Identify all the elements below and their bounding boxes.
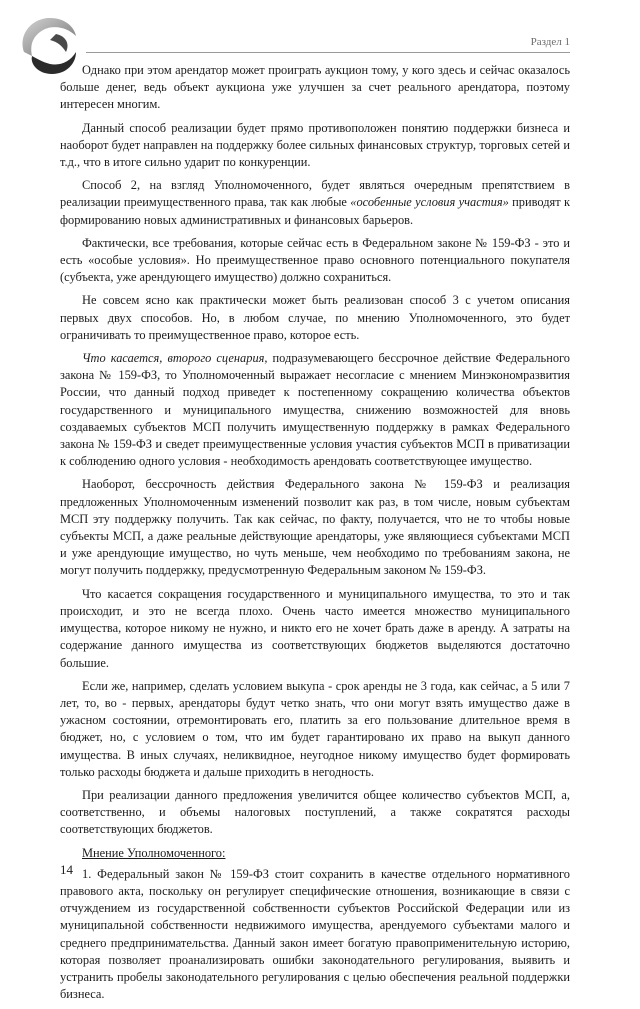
section-label: Раздел 1 xyxy=(530,36,570,48)
paragraph: Не совсем ясно как практически может быть реализован способ 3 с учетом описания первых двух способов. Но, в любом случае, по мнению Уполномоченного, это будет ограничивать то преимущественное право, которое есть. xyxy=(60,293,570,342)
paragraph: Фактически, все требования, которые сейчас есть в Федеральном законе № 159-ФЗ - это и есть «особые условия». Но преимущественное право основного потенциального покупателя (субъекта, уже арендующего имущество) должно сохраниться. xyxy=(60,235,570,285)
paragraph-text: приводят к формированию новых административных и финансовых барьеров. xyxy=(60,195,571,227)
opinion-heading xyxy=(60,845,570,862)
paragraph xyxy=(60,177,570,229)
opinion-heading-text: Мнение Уполномоченного: xyxy=(82,845,226,860)
page-body xyxy=(60,62,570,1009)
paragraph: Что касается сокращения государственного и муниципального имущества, то это и так происходит, и это не всегда плохо. Очень часто имеется множество муниципального имущества, которое никому не нужно, и никто его не хочет брать даже в аренду. А затраты на содержание данного имущества из соответствующих бюджетов выделяются достаточно большие. xyxy=(60,586,570,670)
italic-phrase: «особенные условия участия» xyxy=(350,195,509,210)
paragraph: 1. Федеральный закон № 159-ФЗ стоит сохранить в качестве отдельного нормативного правового акта, поскольку он регулирует специфические отношения, возникающие в связи с отчуждением из государственной собственности субъектов Российской Федерации или из муниципальной собственности недвижимого имущества, арендуемого субъектами малого и среднего предпринимательства. Данный закон имеет богатую правоприменительную историю, которая позволяет проанализировать ошибки законодательного регулирования, выявить и устранить пробелы законодательного регулирования с целью обеспечения реальной поддержки бизнеса. xyxy=(60,866,570,1002)
italic-phrase: Что касается, второго сценария, xyxy=(82,351,268,366)
paragraph: Однако при этом арендатор может проиграть аукцион тому, у кого здесь и сейчас оказалось больше денег, ведь объект аукциона уже улучшен за счет реального арендатора, поэтому интересен многим. xyxy=(60,63,570,112)
paragraph: Наоборот, бессрочность действия Федерального закона № 159-ФЗ и реализация предложенных Уполномоченным изменений позволит как раз, в том числе, новым субъектам МСП эту поддержку получить. Так как сейчас, по факту, получается, что не то чтобы новые субъекты МСП, а даже реальные действующие арендаторы, уже являющиеся субъектами МСП и уже арендующие имущество, но чуть меньше, чем необходимо по требованиям закона, не могут получить поддержку, предусмотренную Федеральным законом № 159-ФЗ. xyxy=(60,477,570,578)
paragraph: При реализации данного предложения увеличится общее количество субъектов МСП, а, соответственно, и объемы налоговых поступлений, а также сократятся расходы соответствующих бюджетов. xyxy=(60,787,570,837)
paragraph xyxy=(60,350,570,470)
page-number: 14 xyxy=(60,862,73,877)
header-divider xyxy=(86,52,570,53)
paragraph-text: Способ 2, на взгляд Уполномоченного, будет являться очередным препятствием в реализации преимущественного права, так как любые xyxy=(60,178,570,210)
paragraph: Если же, например, сделать условием выкупа - срок аренды не 3 года, как сейчас, а 5 или 7 лет, то, во - первых, арендаторы будут четко знать, что они могут взять имущество даже в ужасном состоянии, отремонтировать его, платить за его пользование длительное время в бюджет, но, с условием о том, что им будет гарантировано их право на выкуп данного имущества. В иных случаях, неликвидное, неугодное никому имущество будет формировать только расходы бюджета и дальше приходить в негодность. xyxy=(60,678,570,779)
paragraph: Данный способ реализации будет прямо противоположен понятию поддержки бизнеса и наоборот будет направлен на поддержку более сильных финансовых структур, торговых сетей и т.д., что в итоге сильно ударит по конкуренции. xyxy=(60,120,570,170)
paragraph-text: подразумевающего бессрочное действие Федерального закона № 159-ФЗ, то Уполномоченный выражает несогласие с мнением Минэкономразвития России, что данный подход приведет к постепенному сокращению количества объектов государственного и муниципального имущества, снижению возможностей для вновь создаваемых субъектов МСП получить имущественную поддержку в рамках Федерального закона № 159-ФЗ и сведет преимущественные условия участия субъектов МСП в приватизации к соблюдению одного условия - необходимость арендовать соответствующее имущество. xyxy=(60,351,570,469)
